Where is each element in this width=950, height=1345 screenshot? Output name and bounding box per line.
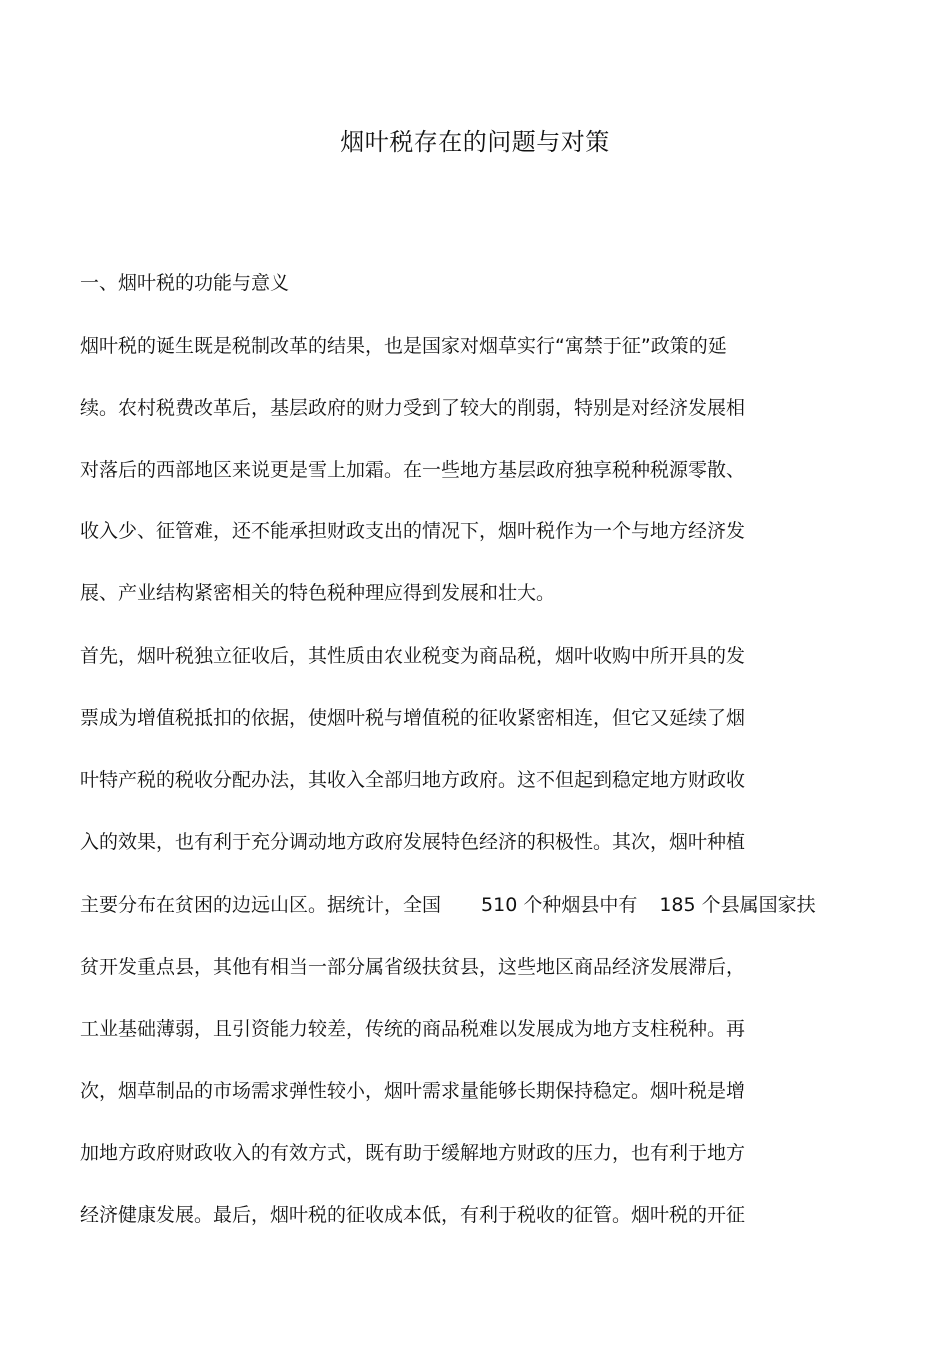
- paragraph-line-10: [80, 892, 816, 918]
- section-heading: 一、烟叶税的功能与意义: [80, 272, 290, 294]
- paragraph-line-8: 叶特产税的税收分配办法，其收入全部归地方政府。这不但起到稳定地方财政收: [80, 769, 746, 791]
- paragraph-line-12: 工业基础薄弱，且引资能力较差，传统的商品税难以发展成为地方支柱税种。再: [80, 1018, 746, 1040]
- stats-text-3: 个县属国家扶: [701, 894, 816, 916]
- paragraph-line-6: 首先，烟叶税独立征收后，其性质由农业税变为商品税，烟叶收购中所开具的发: [80, 645, 746, 667]
- paragraph-line-2: 续。农村税费改革后，基层政府的财力受到了较大的削弱，特别是对经济发展相: [80, 397, 746, 419]
- paragraph-line-13: 次，烟草制品的市场需求弹性较小，烟叶需求量能够长期保持稳定。烟叶税是增: [80, 1080, 746, 1102]
- paragraph-line-3: 对落后的西部地区来说更是雪上加霜。在一些地方基层政府独享税种税源零散、: [80, 459, 746, 481]
- paragraph-line-1: 烟叶税的诞生既是税制改革的结果，也是国家对烟草实行“寓禁于征”政策的延: [80, 335, 727, 357]
- paragraph-line-7: 票成为增值税抵扣的依据，使烟叶税与增值税的征收紧密相连，但它又延续了烟: [80, 707, 746, 729]
- paragraph-line-15: 经济健康发展。最后，烟叶税的征收成本低，有利于税收的征管。烟叶税的开征: [80, 1204, 746, 1226]
- paragraph-line-9: 入的效果，也有利于充分调动地方政府发展特色经济的积极性。其次，烟叶种植: [80, 831, 746, 853]
- paragraph-line-11: 贫开发重点县，其他有相当一部分属省级扶贫县，这些地区商品经济发展滞后，: [80, 956, 746, 978]
- paragraph-line-5: 展、产业结构紧密相关的特色税种理应得到发展和壮大。: [80, 582, 556, 604]
- poverty-county-count: 185: [659, 894, 696, 916]
- stats-text-2: 个种烟县中有: [523, 894, 638, 916]
- paragraph-line-4: 收入少、征管难，还不能承担财政支出的情况下，烟叶税作为一个与地方经济发: [80, 520, 746, 542]
- paragraph-line-14: 加地方政府财政收入的有效方式，既有助于缓解地方财政的压力，也有利于地方: [80, 1142, 746, 1164]
- stats-text-1: 主要分布在贫困的边远山区。据统计，全国: [80, 894, 442, 916]
- county-count: 510: [481, 894, 518, 916]
- document-title: 烟叶税存在的问题与对策: [340, 128, 610, 156]
